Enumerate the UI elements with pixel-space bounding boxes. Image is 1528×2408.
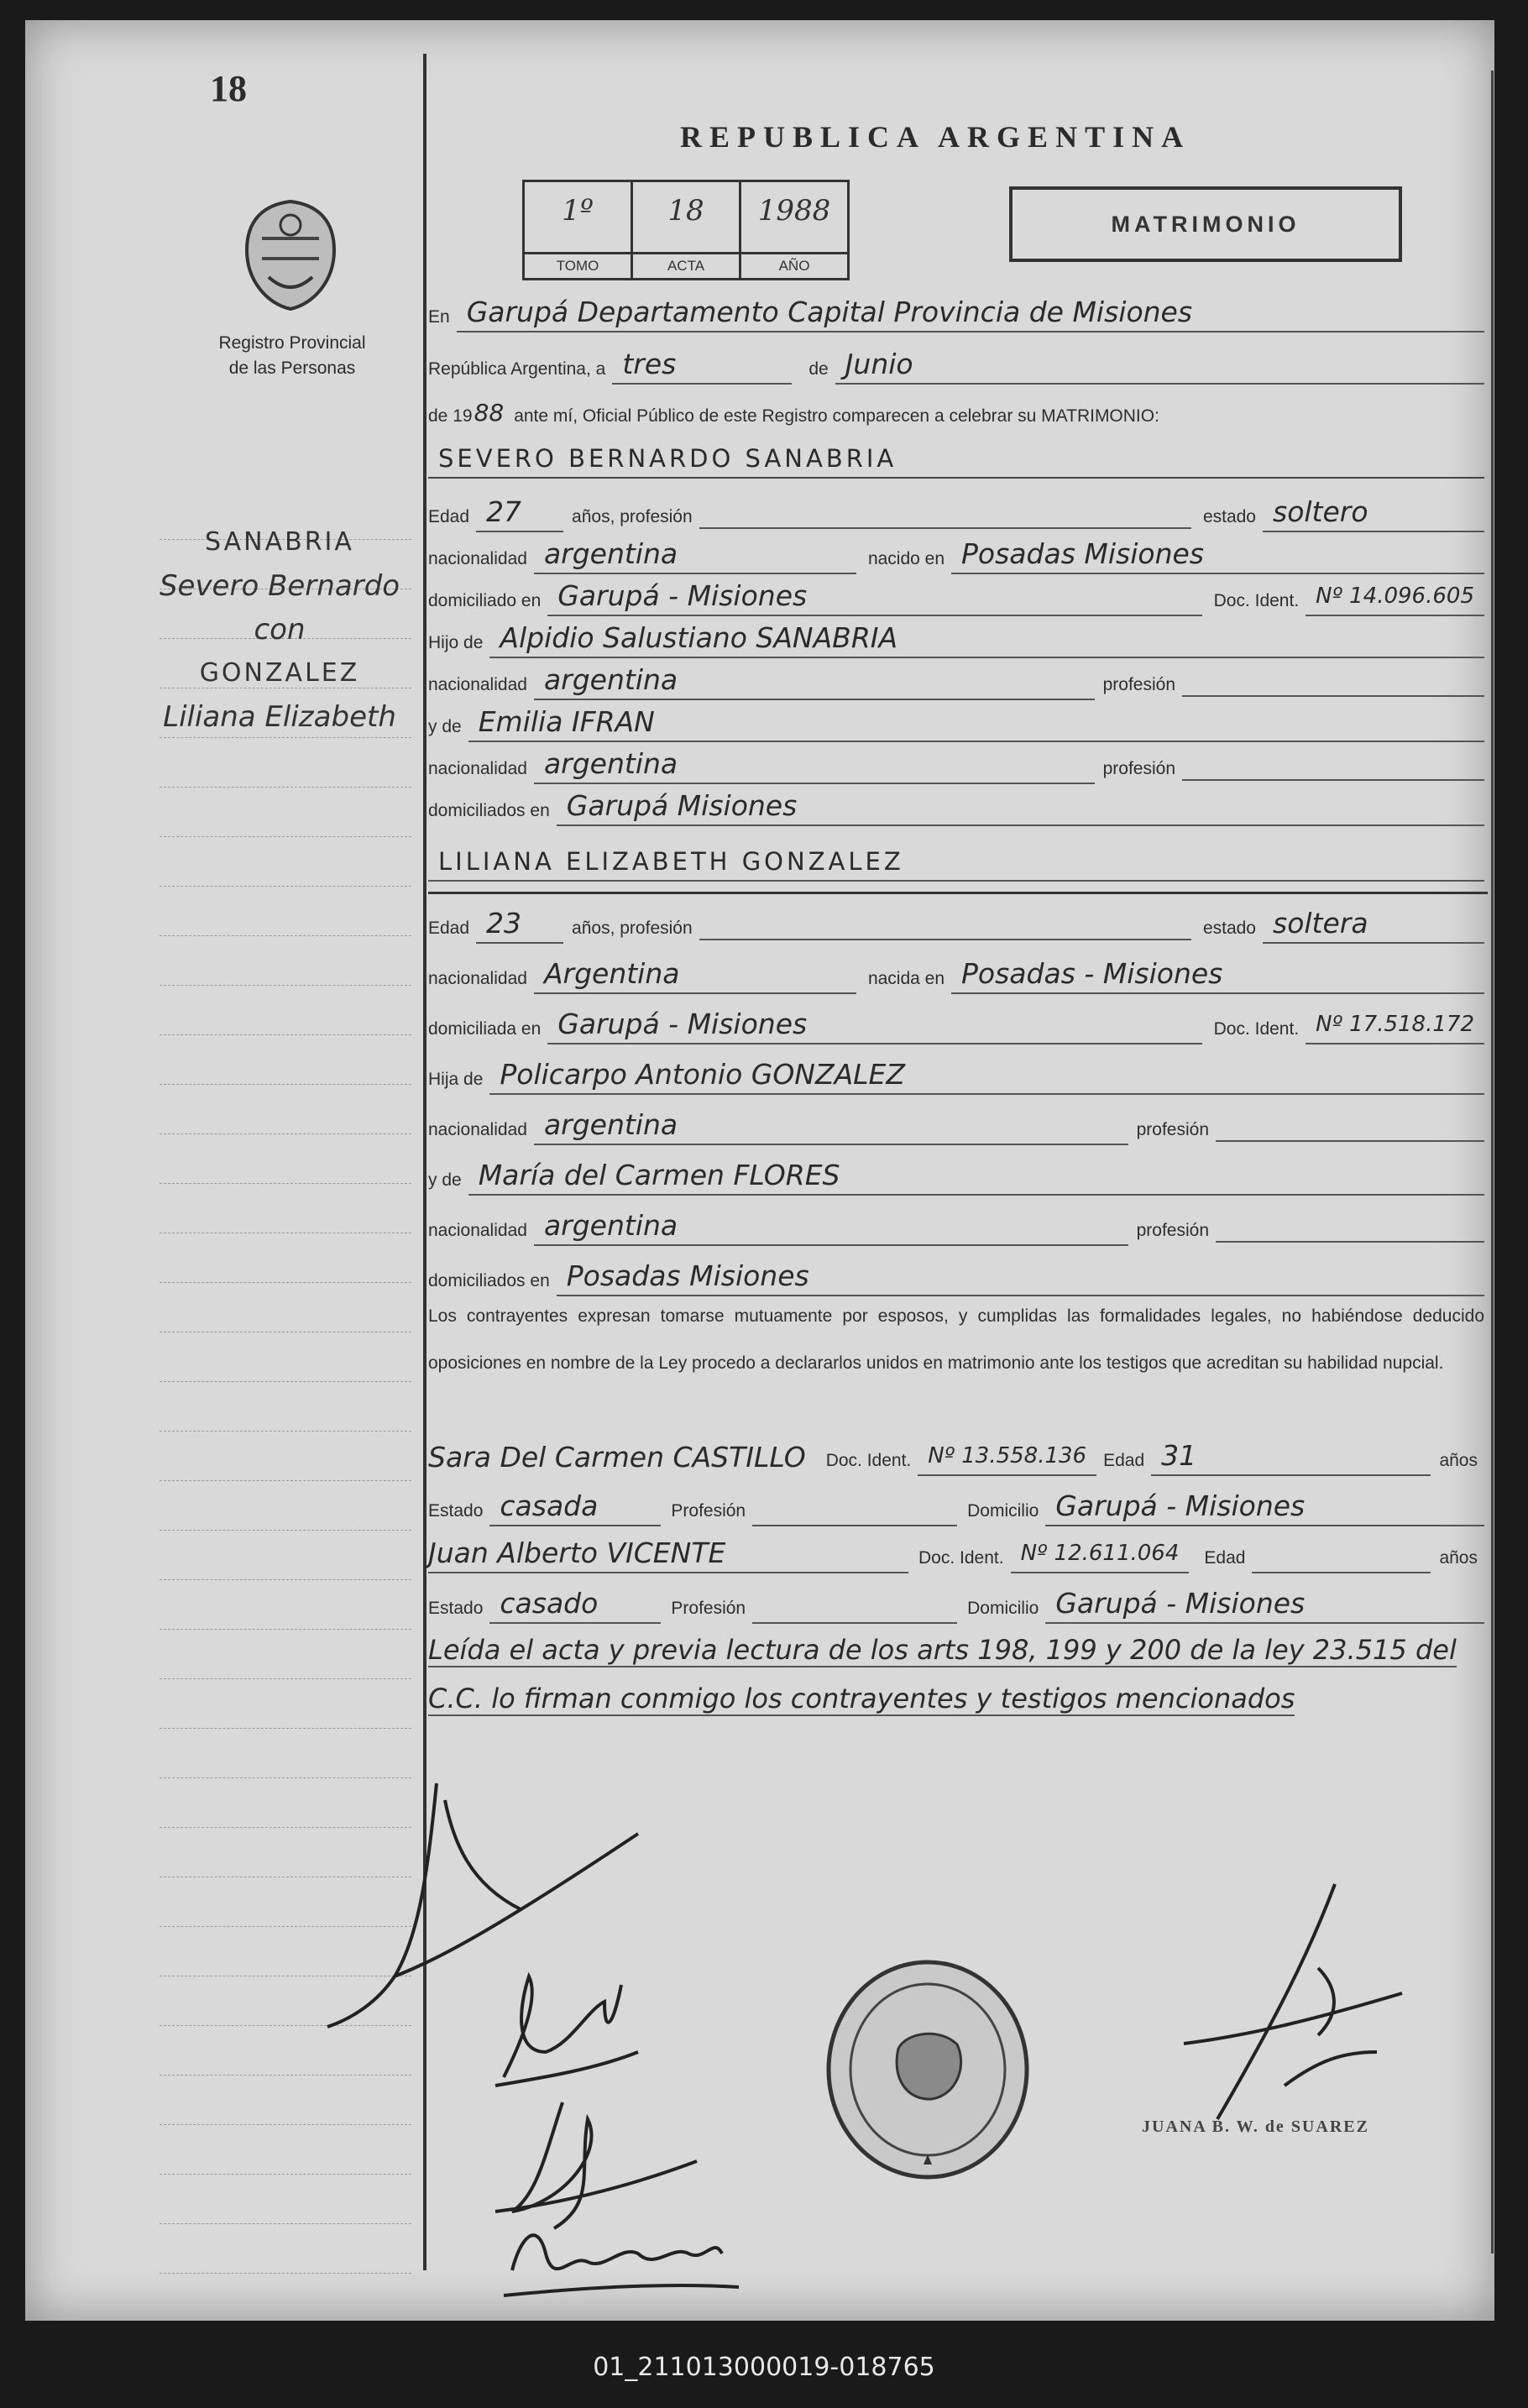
margin-note-line: con xyxy=(254,613,306,646)
label: y de xyxy=(428,1170,462,1190)
label: Edad xyxy=(1204,1548,1246,1568)
witness2-domicile: Garupá - Misiones xyxy=(1045,1587,1484,1624)
label: Doc. Ident. xyxy=(1213,1019,1300,1039)
label: Estado xyxy=(428,1599,484,1618)
margin-note-line: Severo Bernardo xyxy=(159,569,400,603)
registry-label-line: Registro Provincial xyxy=(218,333,366,353)
tomo-cell xyxy=(525,182,633,278)
label: Hijo de xyxy=(428,633,484,652)
record-number-box xyxy=(522,180,850,280)
label: nacionalidad xyxy=(428,1221,527,1240)
bride-name: LILIANA ELIZABETH GONZALEZ xyxy=(428,845,1484,882)
witness2-name: Juan Alberto VICENTE xyxy=(428,1536,908,1573)
label: nacida en xyxy=(867,969,945,988)
groom-father-row xyxy=(428,613,1484,658)
register-page xyxy=(25,20,1494,2321)
closing-text xyxy=(428,1625,1484,1723)
witness1-name: Sara Del Carmen CASTILLO xyxy=(428,1441,806,1474)
page-number: 18 xyxy=(210,68,247,109)
bride-domicile-row xyxy=(428,999,1484,1044)
label: nacido en xyxy=(867,549,945,568)
label: nacionalidad xyxy=(428,549,527,568)
groom-status: soltero xyxy=(1263,495,1484,532)
groom-mother-nationality-row xyxy=(428,739,1484,784)
record-type-box: MATRIMONIO xyxy=(1009,186,1402,262)
declaration-text: Los contrayentes expresan tomarse mutuamente por esposos, y cumplidas las formalidades legales, no habiéndose deducido oposiciones en nombre de la Ley procedo a declararlos unidos en matrimonio ante los testigos que acreditan su habilidad nupcial. xyxy=(428,1306,1484,1373)
bride-mother-nationality: argentina xyxy=(534,1209,1128,1246)
groom-age-row xyxy=(428,487,1484,532)
acta-value: 18 xyxy=(667,194,704,228)
label: República Argentina, a xyxy=(428,359,606,379)
bride-father-nationality: argentina xyxy=(534,1108,1128,1145)
groom-doc: Nº 14.096.605 xyxy=(1306,579,1484,616)
witness2-age xyxy=(1252,1570,1431,1573)
label: nacionalidad xyxy=(428,759,527,778)
label: En xyxy=(428,307,450,327)
year-value: 88 xyxy=(474,399,505,427)
bride-status: soltera xyxy=(1263,907,1484,944)
official-stamp-name: JUANA B. W. de SUAREZ xyxy=(1142,2117,1369,2136)
bride-birthplace: Posadas - Misiones xyxy=(951,957,1484,994)
label: domiciliados en xyxy=(428,1271,550,1290)
witness2-detail-row xyxy=(428,1578,1484,1624)
witness2-row xyxy=(428,1528,1484,1573)
label: estado xyxy=(1202,507,1256,526)
bride-mother-nationality-row xyxy=(428,1201,1484,1246)
label: Edad xyxy=(428,919,470,938)
label: años, profesión xyxy=(572,919,693,938)
bride-father: Policarpo Antonio GONZALEZ xyxy=(489,1058,1484,1095)
witness1-status: casada xyxy=(489,1489,661,1526)
margin-note xyxy=(141,521,418,739)
label: Doc. Ident. xyxy=(825,1451,912,1470)
label: profesión xyxy=(1136,1120,1209,1139)
date-row xyxy=(428,339,1484,385)
bride-nationality-row xyxy=(428,949,1484,994)
bride-nationality: Argentina xyxy=(534,957,856,994)
official-seal-icon xyxy=(823,1956,1033,2183)
groom-father-nationality: argentina xyxy=(534,663,1095,700)
bride-doc: Nº 17.518.172 xyxy=(1306,1008,1484,1044)
margin-note-line: GONZALEZ xyxy=(199,658,360,688)
label: domiciliada en xyxy=(428,1019,542,1039)
bride-father-row xyxy=(428,1050,1484,1095)
groom-parents-domicile-row xyxy=(428,781,1484,826)
groom-mother-nationality: argentina xyxy=(534,747,1095,784)
acta-cell xyxy=(633,182,741,278)
label: Edad xyxy=(428,507,470,526)
label: profesión xyxy=(1102,759,1175,778)
bride-mother: María del Carmen FLORES xyxy=(468,1159,1484,1196)
signature-witnesses xyxy=(462,2086,764,2304)
margin-note-line: SANABRIA xyxy=(205,527,354,557)
tomo-label: TOMO xyxy=(525,252,631,278)
label: domiciliado en xyxy=(428,591,542,610)
label: Edad xyxy=(1103,1451,1145,1470)
witness1-detail-row xyxy=(428,1481,1484,1526)
witness2-doc: Nº 12.611.064 xyxy=(1011,1536,1190,1573)
groom-birthplace: Posadas Misiones xyxy=(951,537,1484,574)
label: Profesión xyxy=(671,1599,746,1618)
groom-domicile: Garupá - Misiones xyxy=(547,579,1201,616)
witness1-domicile: Garupá - Misiones xyxy=(1045,1489,1484,1526)
acta-label: ACTA xyxy=(633,252,739,278)
label: de xyxy=(808,359,829,379)
groom-nationality-row xyxy=(428,529,1484,574)
closing-handwritten: Leída el acta y previa lectura de los arts 198, 199 y 200 de la ley 23.515 del C.C. lo firman conmigo los contrayentes y testigos mencionados xyxy=(428,1634,1457,1714)
witness1-doc: Nº 13.558.136 xyxy=(918,1439,1096,1476)
bride-father-nationality-row xyxy=(428,1100,1484,1145)
groom-name: SEVERO BERNARDO SANABRIA xyxy=(438,444,897,473)
bride-parents-domicile-row xyxy=(428,1251,1484,1296)
label: nacionalidad xyxy=(428,1120,527,1139)
bride-age-row xyxy=(428,898,1484,944)
witness1-age: 31 xyxy=(1151,1439,1431,1476)
groom-age: 27 xyxy=(476,495,563,532)
provincial-emblem-icon xyxy=(237,196,344,314)
witness2-profession xyxy=(752,1620,957,1624)
day-value: tres xyxy=(612,348,792,385)
label: profesión xyxy=(1102,675,1175,694)
ano-cell xyxy=(741,182,847,278)
page-right-border xyxy=(1491,71,1494,2254)
groom-father: Alpidio Salustiano SANABRIA xyxy=(489,621,1484,658)
groom-domicile-row xyxy=(428,571,1484,616)
label: Doc. Ident. xyxy=(1213,591,1300,610)
label: Hija de xyxy=(428,1070,484,1089)
label: Domicilio xyxy=(967,1599,1039,1618)
witness1-profession xyxy=(752,1523,957,1526)
groom-mother: Emilia IFRAN xyxy=(468,705,1484,742)
year-row xyxy=(428,386,1484,432)
bride-age: 23 xyxy=(476,907,563,944)
groom-mother-row xyxy=(428,697,1484,742)
groom-nationality: argentina xyxy=(534,537,856,574)
witness1-row xyxy=(428,1431,1484,1476)
tomo-value: 1º xyxy=(562,194,594,228)
groom-parents-domicile: Garupá Misiones xyxy=(557,789,1484,826)
label: nacionalidad xyxy=(428,675,527,694)
ano-label: AÑO xyxy=(741,252,847,278)
label: nacionalidad xyxy=(428,969,527,988)
bride-domicile: Garupá - Misiones xyxy=(547,1008,1201,1044)
groom-father-nationality-row xyxy=(428,655,1484,700)
label: años xyxy=(1439,1548,1478,1568)
image-footer-id: 01_211013000019-018765 xyxy=(593,2353,935,2382)
label: Domicilio xyxy=(967,1501,1039,1521)
label: domiciliados en xyxy=(428,801,550,820)
bride-mother-row xyxy=(428,1150,1484,1196)
label: años xyxy=(1439,1451,1478,1470)
label: y de xyxy=(428,717,462,736)
month-value: Junio xyxy=(835,348,1484,385)
label: Profesión xyxy=(671,1501,746,1521)
bride-name-row xyxy=(428,836,1484,882)
label: ante mí, Oficial Público de este Registro comparecen a celebrar su MATRIMONIO: xyxy=(514,406,1159,426)
margin-note-line: Liliana Elizabeth xyxy=(163,700,396,734)
label: Estado xyxy=(428,1501,484,1521)
label: de 19 xyxy=(428,406,473,426)
registry-label xyxy=(175,331,410,381)
document-title: REPUBLICA ARGENTINA xyxy=(680,120,1191,154)
label: estado xyxy=(1202,919,1256,938)
bride-parents-domicile: Posadas Misiones xyxy=(557,1259,1484,1296)
place-value: Garupá Departamento Capital Provincia de Misiones xyxy=(457,296,1484,332)
witness2-status: casado xyxy=(489,1587,661,1624)
label: profesión xyxy=(1136,1221,1209,1240)
label: años, profesión xyxy=(572,507,693,526)
bride-separator xyxy=(428,892,1488,894)
label: Doc. Ident. xyxy=(918,1548,1004,1568)
registry-label-line: de las Personas xyxy=(228,359,356,378)
signature-official xyxy=(1167,1867,1419,2136)
groom-name-row xyxy=(428,432,1484,479)
ano-value: 1988 xyxy=(757,194,831,228)
place-row xyxy=(428,287,1484,332)
